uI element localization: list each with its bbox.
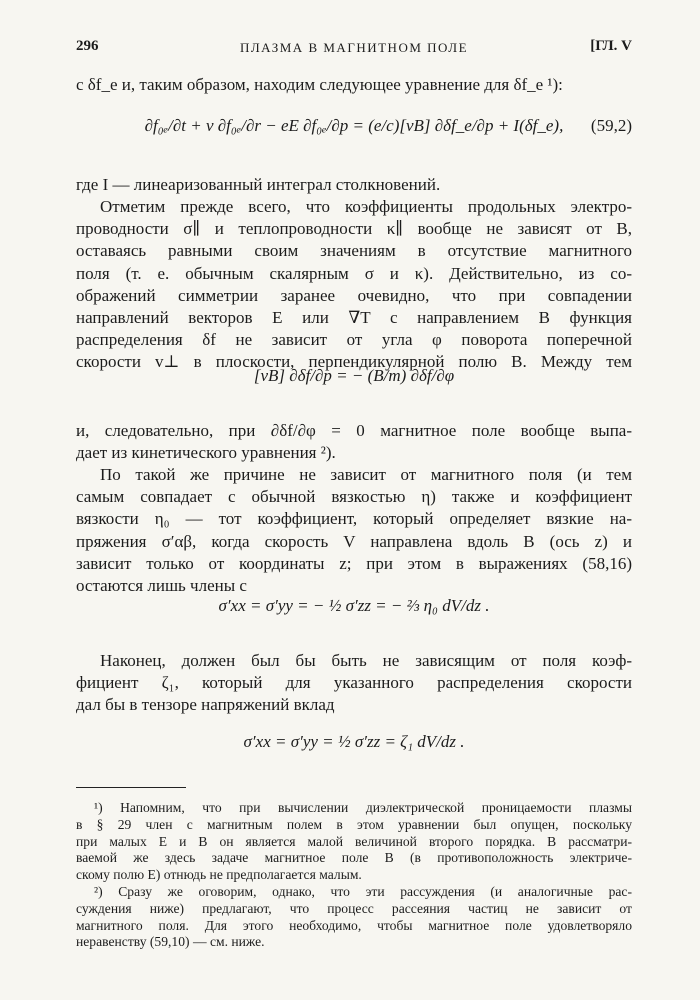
- text-line: скорости v⊥ в плоскости, перпендикулярной полю B. Между тем: [76, 352, 632, 372]
- text-line: остаются лишь члены с: [76, 576, 247, 596]
- footnote-line: в § 29 член с магнитным полем в этом уравнении был опущен, поскольку: [76, 816, 632, 832]
- text-line: пряжения σ′αβ, когда скорость V направлена вдоль B (ось z) и: [76, 531, 632, 551]
- footnote-line: ¹) Напомним, что при вычислении диэлектрической проницаемости плазмы: [94, 800, 632, 815]
- equation-number: (59,2): [590, 116, 632, 135]
- text-line: распределения δf не зависит от угла φ поворота поперечной: [76, 330, 632, 350]
- paragraph-4: [76, 650, 632, 717]
- footnote-line: скому полю E) отнюдь не предполагается малым.: [76, 867, 362, 883]
- text-line: вязкости η₀ — тот коэффициент, который определяет вязкие на-: [76, 509, 632, 529]
- equation-formula: σ′xx = σ′yy = ½ σ′zz = ζ₁ dV/dz .: [243, 732, 465, 751]
- text-line: дает из кинетического уравнения ²).: [76, 443, 336, 463]
- text-line: зависит только от координаты z; при этом в выражениях (58,16): [76, 553, 632, 573]
- paragraph-3: [76, 464, 632, 597]
- equation-formula: [vB] ∂δf/∂p = − (B/m) ∂δf/∂φ: [253, 366, 455, 385]
- equation-59-2: [76, 116, 632, 136]
- text-line: Наконец, должен был бы быть не зависящим от поля коэф-: [100, 651, 632, 670]
- chapter-label: [ГЛ. V: [590, 38, 632, 54]
- footnote-line: магнитного поля. Для этого необходимо, чтобы магнитное поле удовлетворяло: [76, 917, 632, 933]
- text-line: поля (т. е. обычным скалярным σ и κ). Действительно, из со-: [76, 263, 632, 283]
- equation-formula: σ′xx = σ′yy = − ½ σ′zz = − ⅔ η₀ dV/dz .: [218, 596, 490, 615]
- text-line: где I — линеаризованный интеграл столкновений.: [76, 175, 441, 194]
- footnote-line: ²) Сразу же оговорим, однако, что эти рассуждения (и аналогичные рас-: [94, 884, 632, 899]
- text-line: дал бы в тензоре напряжений вклад: [76, 695, 335, 715]
- equation-3: [76, 596, 632, 616]
- where-text: [76, 174, 632, 196]
- text-line: ображений симметрии заранее очевидно, что при совпадении: [76, 285, 632, 305]
- equation-formula: ∂f₀ₑ/∂t + v ∂f₀ₑ/∂r − eE ∂f₀ₑ/∂p = (e/c)[vB] ∂δf_e/∂p + I(δf_e),: [144, 116, 564, 135]
- paragraph-2: [76, 420, 632, 464]
- text-line: фициент ζ₁, который для указанного распределения скорости: [76, 673, 632, 693]
- equation-4: [76, 732, 632, 752]
- equation-2: [76, 366, 632, 386]
- text-line: проводности σ∥ и теплопроводности κ∥ вообще не зависят от B,: [76, 219, 632, 239]
- text-line: оставаясь равными своим значениям в отсутствие магнитного: [76, 241, 632, 261]
- text-line: направлений векторов E или ∇T с направлением B функция: [76, 308, 632, 328]
- running-title: ПЛАЗМА В МАГНИТНОМ ПОЛЕ: [239, 40, 469, 55]
- text-line: с δf_e и, таким образом, находим следующее уравнение для δf_e ¹):: [76, 75, 563, 94]
- footnote-line: при малых E и B он является малой величиной второго порядка. В рассматри-: [76, 833, 632, 849]
- footnote-line: ваемой же здесь задаче магнитное поле B (в противоположность электриче-: [76, 850, 632, 866]
- text-line: Отметим прежде всего, что коэффициенты продольных электро-: [100, 197, 632, 216]
- text-line: самым совпадает с обычной вязкостью η) также и коэффициент: [76, 487, 632, 507]
- footnote-rule: [76, 787, 186, 788]
- text-line: и, следовательно, при ∂δf/∂φ = 0 магнитное поле вообще выпа-: [76, 421, 632, 440]
- footnote-line: суждения ниже) предлагают, что процесс рассеяния частиц не зависит от: [76, 900, 632, 916]
- footnote-2: [76, 884, 632, 951]
- footnote-1: [76, 800, 632, 884]
- page-number: 296: [76, 38, 99, 54]
- page-header: [76, 38, 632, 58]
- footnote-line: неравенству (59,10) — см. ниже.: [76, 934, 265, 950]
- intro-text: [76, 74, 632, 96]
- paragraph-1: [76, 196, 632, 374]
- text-line: По такой же причине не зависит от магнитного поля (и тем: [100, 465, 632, 484]
